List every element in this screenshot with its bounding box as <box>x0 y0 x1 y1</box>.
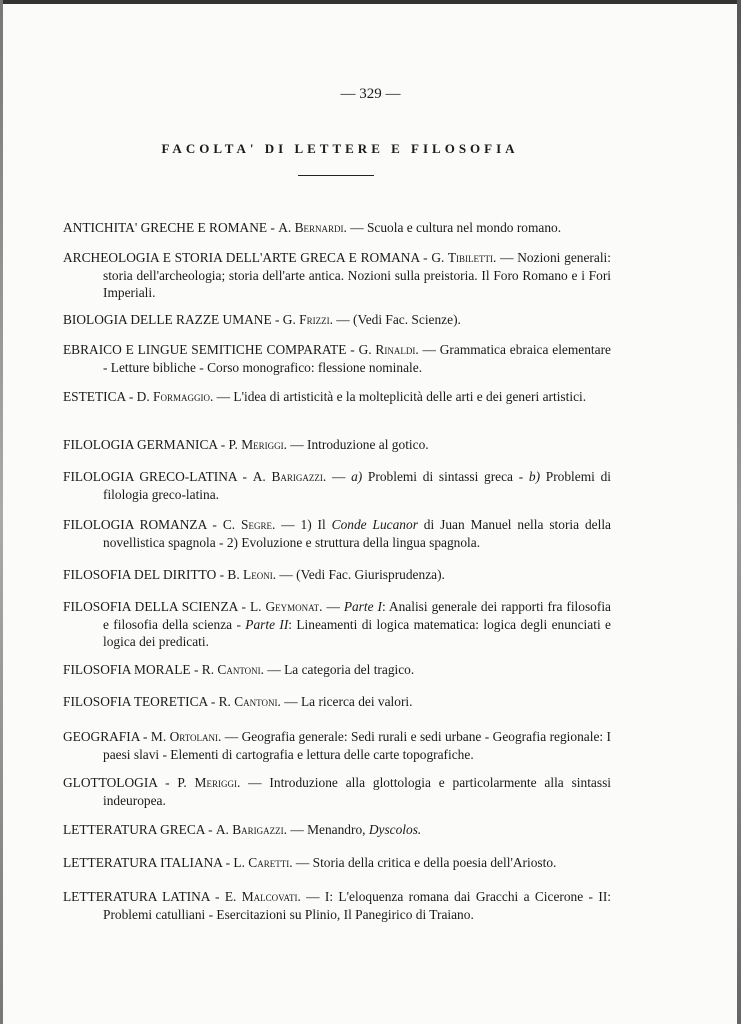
course-entry: FILOLOGIA GRECO-LATINA - A. Barigazzi. — a) Problemi di sintassi greca - b) Problemi di filologia greco-latina. <box>63 469 611 502</box>
course-instructor: A. Bernardi. <box>278 220 347 235</box>
course-subject: ESTETICA <box>63 389 126 404</box>
course-instructor: G. Rinaldi. <box>358 342 419 357</box>
course-description: L'idea di artisticità e la molteplicità delle arti e dei generi artistici. <box>233 389 587 404</box>
page-number: — 329 — <box>340 86 401 102</box>
course-instructor: D. Formaggio. <box>136 389 214 404</box>
course-subject: EBRAICO E LINGUE SEMITICHE COMPARATE <box>63 342 347 357</box>
course-subject: FILOLOGIA GERMANICA <box>63 437 218 452</box>
course-entry: GEOGRAFIA - M. Ortolani. — Geografia generale: Sedi rurali e sedi urbane - Geografia regionale: I paesi slavi - Elementi di cartografia e lettura delle carte topografiche. <box>63 729 611 762</box>
course-entry: ANTICHITA' GRECHE E ROMANE - A. Bernardi. — Scuola e cultura nel mondo romano. <box>63 220 562 235</box>
course-instructor: G. Tibiletti. <box>431 250 497 265</box>
course-description: Introduzione al gotico. <box>307 437 429 452</box>
course-description: : Lineamenti di logica matematica: logica degli enunciati e logica dei predicati. <box>103 616 611 650</box>
course-description: Conde Lucanor <box>331 517 418 532</box>
course-description: (Vedi Fac. Giurisprudenza). <box>296 567 445 582</box>
course-description: Nozioni generali: storia dell'archeologia; storia dell'arte antica. Nozioni sulla preistoria. Il Foro Romano e i Fori Imperiali. <box>103 250 611 301</box>
course-instructor: L. Geymonat. <box>249 599 323 614</box>
course-subject: LETTERATURA ITALIANA <box>63 855 223 870</box>
course-subject: FILOSOFIA DEL DIRITTO <box>63 567 217 582</box>
course-description: Problemi di filologia greco-latina. <box>103 469 611 502</box>
course-description: Parte I <box>343 599 382 614</box>
course-description: Parte II <box>245 616 289 632</box>
course-subject: FILOLOGIA GRECO-LATINA <box>63 469 237 484</box>
course-subject: BIOLOGIA DELLE RAZZE UMANE <box>63 312 272 327</box>
course-entry: GLOTTOLOGIA - P. Meriggi. — Introduzione alla glottologia e particolarmente alla sintassi indeuropea. <box>63 775 612 808</box>
course-description: La categoria del tragico. <box>284 662 415 677</box>
course-entry: FILOSOFIA DELLA SCIENZA - L. Geymonat. — Parte I: Analisi generale dei rapporti fra filosofia e filosofia della scienza - Parte II: Lineamenti di logica matematica: logica degli enunciati e logica dei predicati. <box>63 599 611 650</box>
course-description: 1) Il <box>300 517 332 532</box>
course-description: Storia della critica e della poesia dell'Ariosto. <box>312 855 557 870</box>
course-description: a) <box>351 469 363 484</box>
course-instructor: M. Ortolani. <box>150 729 222 744</box>
course-entry: LETTERATURA LATINA - E. Malcovati. — I: L'eloquenza romana dai Gracchi a Cicerone - II: Problemi catulliani - Esercitazioni su Plinio, Il Panegirico di Traiano. <box>63 889 611 922</box>
course-description: Dyscolos. <box>368 822 422 837</box>
course-subject: FILOSOFIA MORALE <box>63 662 191 677</box>
course-instructor: P. Meriggi. <box>228 437 287 452</box>
course-subject: LETTERATURA GRECA <box>63 822 205 837</box>
course-instructor: G. Frizzi. <box>282 312 333 327</box>
course-instructor: P. Meriggi. <box>177 775 241 790</box>
course-subject: ARCHEOLOGIA E STORIA DELL'ARTE GRECA E ROMANA <box>63 250 420 265</box>
course-description: Scuola e cultura nel mondo romano. <box>366 220 562 235</box>
course-entry: LETTERATURA GRECA - A. Barigazzi. — Menandro, Dyscolos. <box>63 822 422 837</box>
course-entry: EBRAICO E LINGUE SEMITICHE COMPARATE - G. Rinaldi. — Grammatica ebraica elementare - Letture bibliche - Corso monografico: flessione nominale. <box>63 342 611 375</box>
course-description: Geografia generale: Sedi rurali e sedi urbane - Geografia regionale: I paesi slavi - Elementi di cartografia e lettura delle carte topografiche. <box>103 729 611 762</box>
faculty-title: FACOLTA' DI LETTERE E FILOSOFIA <box>161 141 519 156</box>
course-entry: FILOSOFIA DEL DIRITTO - B. Leoni. — (Vedi Fac. Giurisprudenza). <box>63 567 445 582</box>
scan-edge-right <box>737 0 741 1024</box>
course-subject: FILOSOFIA DELLA SCIENZA <box>63 599 238 614</box>
course-subject: GLOTTOLOGIA <box>63 775 158 790</box>
course-entry: FILOSOFIA TEORETICA - R. Cantoni. — La ricerca dei valori. <box>63 694 413 709</box>
course-instructor: A. Barigazzi. <box>215 822 288 837</box>
course-description: Problemi di sintassi greca - <box>362 469 529 484</box>
course-subject: FILOLOGIA ROMANZA <box>63 517 207 532</box>
course-subject: GEOGRAFIA <box>63 729 140 744</box>
course-entry: BIOLOGIA DELLE RAZZE UMANE - G. Frizzi. — (Vedi Fac. Scienze). <box>63 312 461 327</box>
course-entry: ESTETICA - D. Formaggio. — L'idea di artisticità e la molteplicità delle arti e dei generi artistici. <box>63 389 587 404</box>
course-instructor: B. Leoni. <box>227 567 277 582</box>
course-description: I: L'eloquenza romana dai Gracchi a Cicerone - II: Problemi catulliani - Esercitazioni su Plinio, Il Panegirico di Traiano. <box>103 889 611 922</box>
course-instructor: R. Cantoni. <box>201 662 265 677</box>
course-description: : Analisi generale dei rapporti fra filosofia e filosofia della scienza - <box>103 599 611 632</box>
course-description: Menandro, <box>307 822 369 837</box>
course-description: b) <box>528 469 541 484</box>
course-subject: LETTERATURA LATINA <box>63 889 210 904</box>
course-entry: ARCHEOLOGIA E STORIA DELL'ARTE GRECA E ROMANA - G. Tibiletti. — Nozioni generali: storia dell'archeologia; storia dell'arte antica. Nozioni sulla preistoria. Il Foro Romano e i Fori Imperiali. <box>63 250 611 301</box>
course-entry: FILOSOFIA MORALE - R. Cantoni. — La categoria del tragico. <box>63 662 415 677</box>
course-description: La ricerca dei valori. <box>300 694 413 709</box>
course-description: di Juan Manuel nella storia della novellistica spagnola - 2) Evoluzione e struttura della lingua spagnola. <box>103 517 611 550</box>
course-subject: FILOSOFIA TEORETICA <box>63 694 208 709</box>
course-description: Introduzione alla glottologia e particolarmente alla sintassi indeuropea. <box>103 775 612 808</box>
course-instructor: C. Segre. <box>222 517 276 532</box>
course-instructor: L. Caretti. <box>233 855 293 870</box>
course-instructor: E. Malcovati. <box>224 889 301 904</box>
course-entry: LETTERATURA ITALIANA - L. Caretti. — Storia della critica e della poesia dell'Ariosto. <box>63 855 557 870</box>
course-description: Grammatica ebraica elementare - Letture bibliche - Corso monografico: flessione nominale. <box>103 342 611 375</box>
title-rule <box>298 175 374 176</box>
course-instructor: A. Barigazzi. <box>252 469 327 484</box>
course-instructor: R. Cantoni. <box>218 694 281 709</box>
course-entry: FILOLOGIA GERMANICA - P. Meriggi. — Introduzione al gotico. <box>63 437 429 452</box>
course-subject: ANTICHITA' GRECHE E ROMANE <box>63 220 268 235</box>
course-description: (Vedi Fac. Scienze). <box>353 312 461 327</box>
course-entry: FILOLOGIA ROMANZA - C. Segre. — 1) Il Conde Lucanor di Juan Manuel nella storia della novellistica spagnola - 2) Evoluzione e struttura della lingua spagnola. <box>63 517 611 550</box>
scan-edge-top <box>0 0 741 4</box>
